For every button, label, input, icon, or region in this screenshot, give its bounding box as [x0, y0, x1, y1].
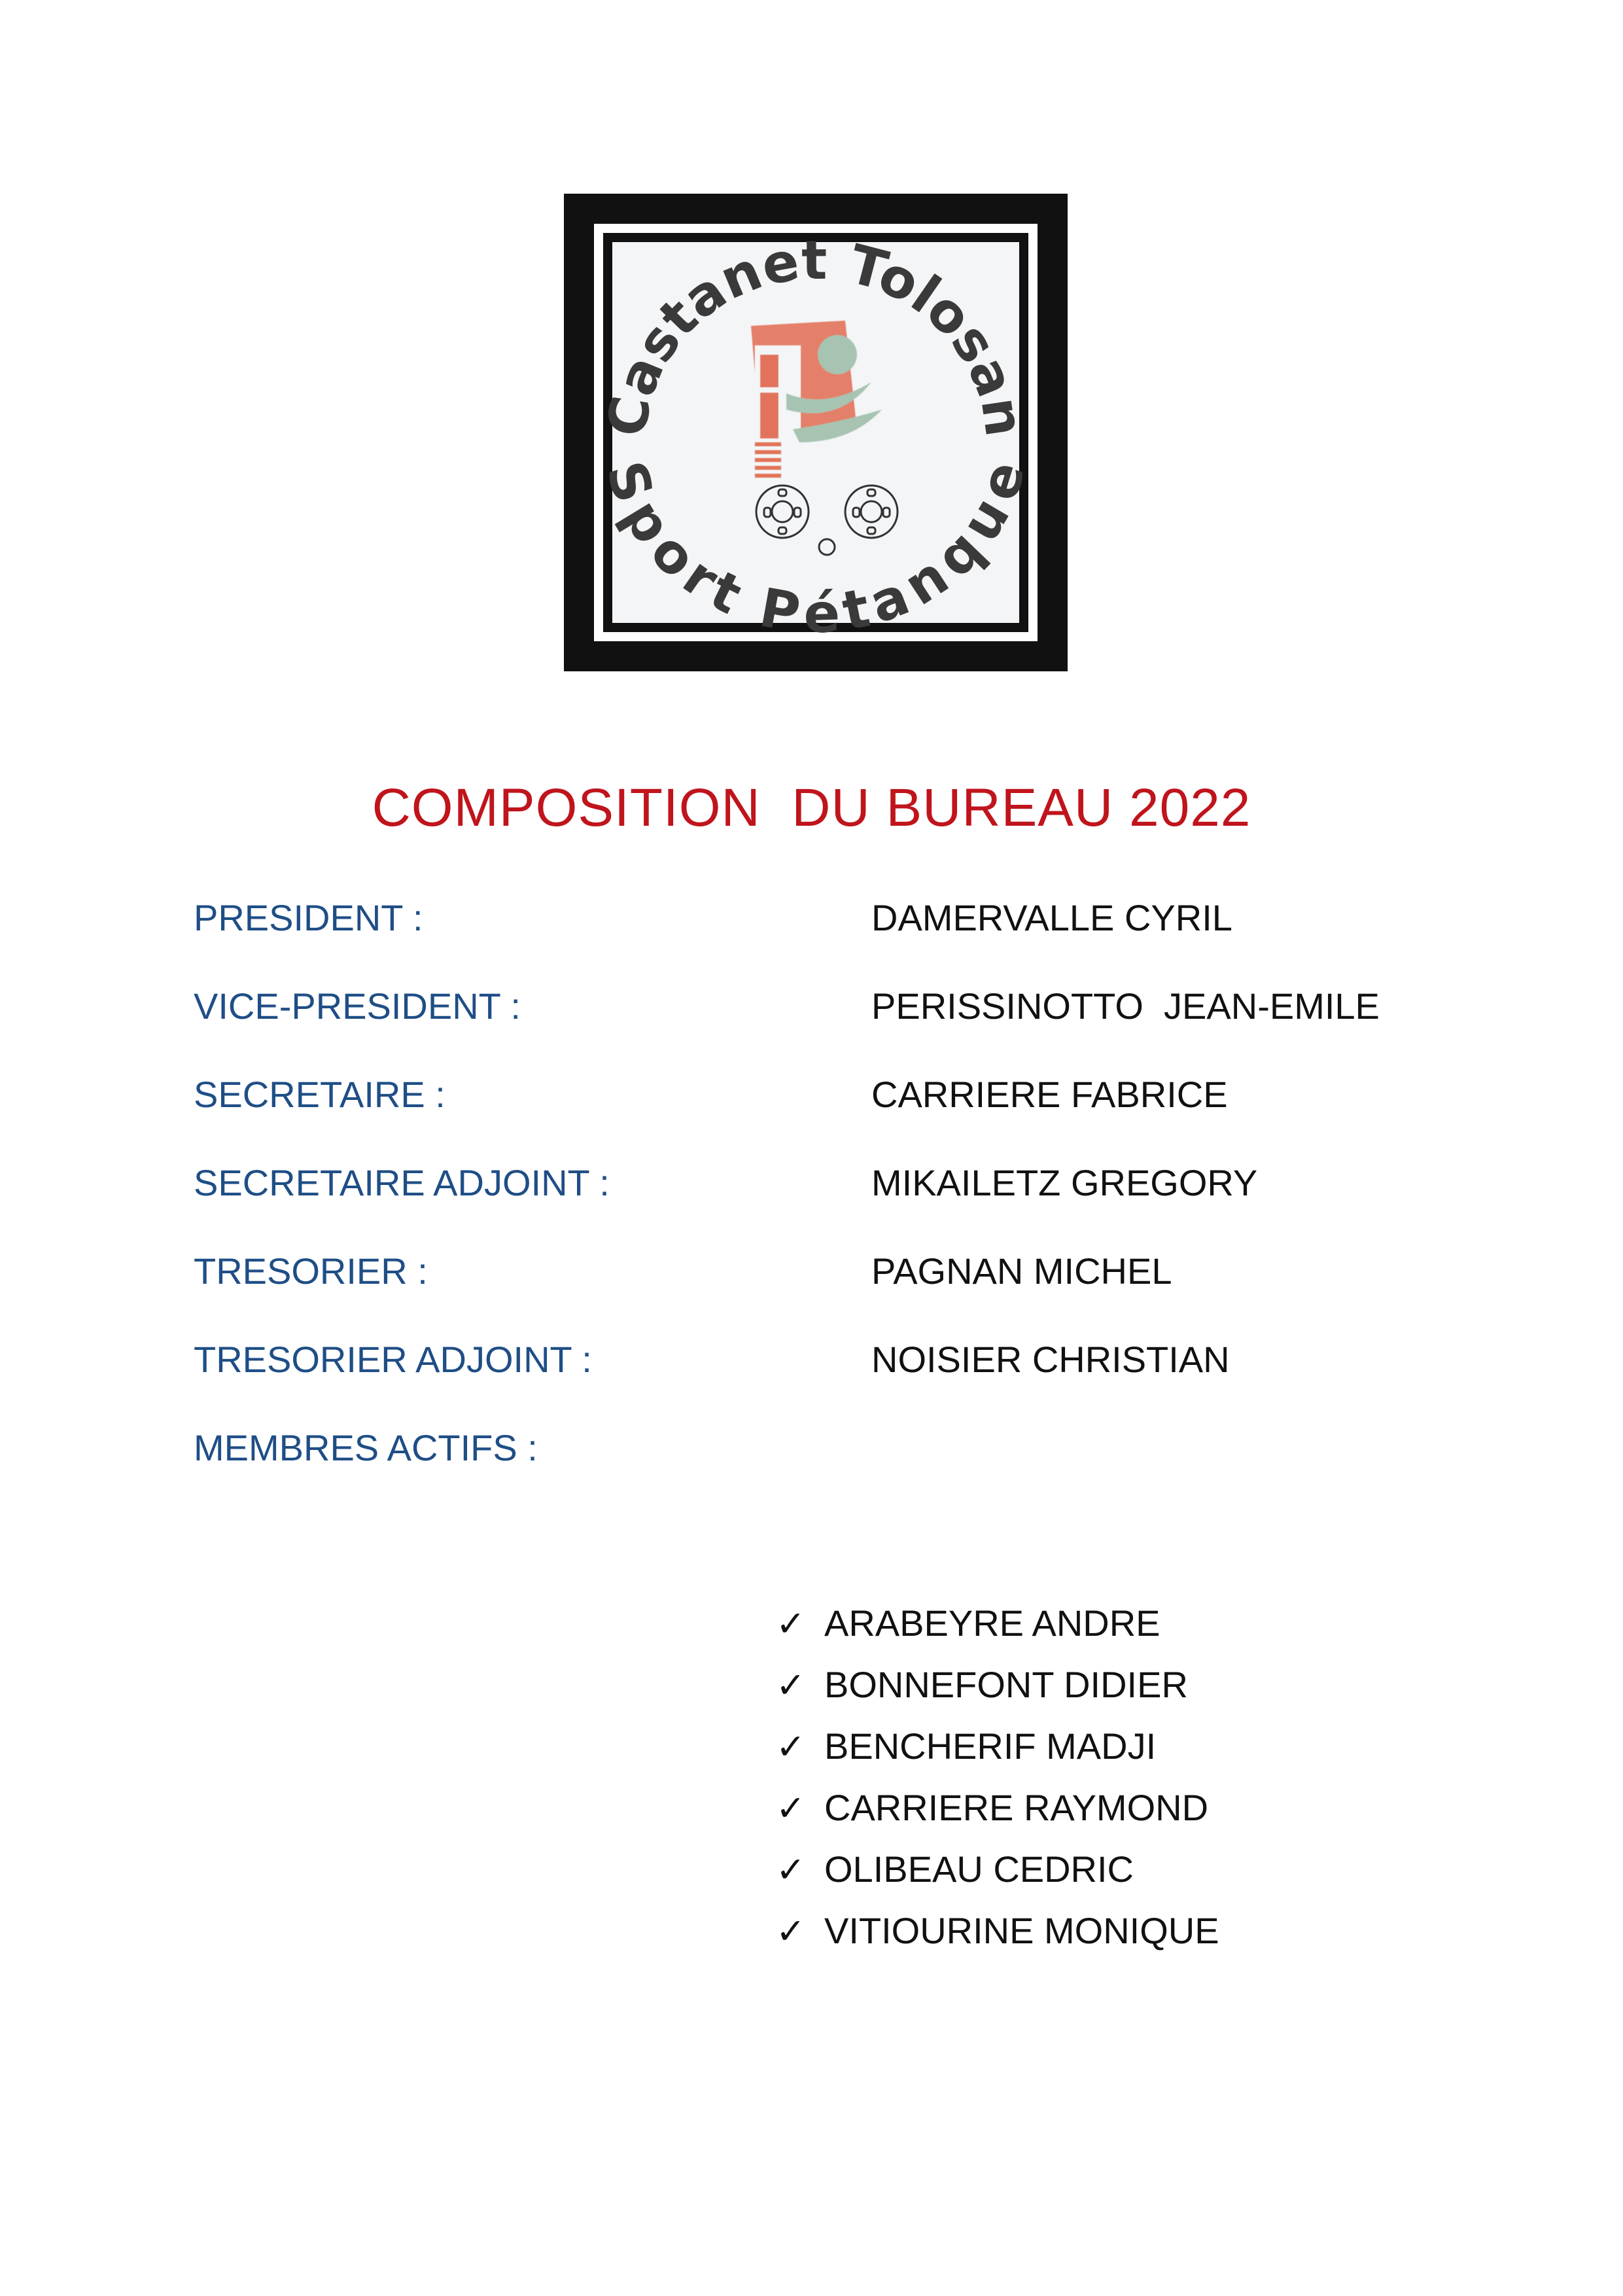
- check-icon: ✓: [776, 1912, 806, 1951]
- member-name: CARRIERE RAYMOND: [824, 1787, 1209, 1828]
- role-label: TRESORIER ADJOINT :: [194, 1339, 592, 1380]
- list-item: [776, 1909, 1219, 1971]
- bureau-row: [0, 1426, 1623, 1479]
- person-name: NOISIER CHRISTIAN: [871, 1339, 1230, 1380]
- member-name: OLIBEAU CEDRIC: [824, 1848, 1134, 1890]
- list-item: [776, 1725, 1219, 1786]
- role-label: TRESORIER :: [194, 1250, 428, 1292]
- logo-text-bottom: Sport Pétanque: [593, 454, 1038, 646]
- person-name: PERISSINOTTO JEAN-EMILE: [871, 985, 1380, 1027]
- club-logo-graphic: [564, 194, 1068, 671]
- logo-text-top: Castanet Tolosan: [596, 229, 1036, 440]
- member-name: ARABEYRE ANDRE: [824, 1602, 1161, 1644]
- role-label: VICE-PRESIDENT :: [194, 985, 521, 1027]
- bureau-row: [0, 1338, 1623, 1390]
- person-name: PAGNAN MICHEL: [871, 1250, 1172, 1292]
- member-name: VITIOURINE MONIQUE: [824, 1910, 1219, 1951]
- person-name: MIKAILETZ GREGORY: [871, 1162, 1258, 1203]
- club-logo: [564, 194, 1068, 671]
- role-label: SECRETAIRE ADJOINT :: [194, 1162, 610, 1203]
- check-icon: ✓: [776, 1850, 806, 1890]
- list-item: [776, 1663, 1219, 1725]
- bureau-row: [0, 1250, 1623, 1302]
- member-name: BONNEFONT DIDIER: [824, 1664, 1188, 1705]
- role-label: MEMBRES ACTIFS :: [194, 1427, 538, 1468]
- person-name: DAMERVALLE CYRIL: [871, 897, 1232, 938]
- active-members-list: [776, 1602, 1219, 1971]
- check-icon: ✓: [776, 1604, 806, 1644]
- person-name: CARRIERE FABRICE: [871, 1074, 1228, 1115]
- page-title: COMPOSITION DU BUREAU 2022: [372, 778, 1251, 838]
- check-icon: ✓: [776, 1727, 806, 1767]
- list-item: [776, 1848, 1219, 1909]
- bureau-row: [0, 1161, 1623, 1214]
- role-label: SECRETAIRE :: [194, 1074, 445, 1115]
- member-name: BENCHERIF MADJI: [824, 1725, 1157, 1767]
- check-icon: ✓: [776, 1666, 806, 1705]
- list-item: [776, 1602, 1219, 1663]
- bureau-row: [0, 1073, 1623, 1125]
- list-item: [776, 1786, 1219, 1848]
- bureau-row: [0, 896, 1623, 949]
- role-label: PRESIDENT :: [194, 897, 423, 938]
- bureau-row: [0, 985, 1623, 1037]
- check-icon: ✓: [776, 1789, 806, 1828]
